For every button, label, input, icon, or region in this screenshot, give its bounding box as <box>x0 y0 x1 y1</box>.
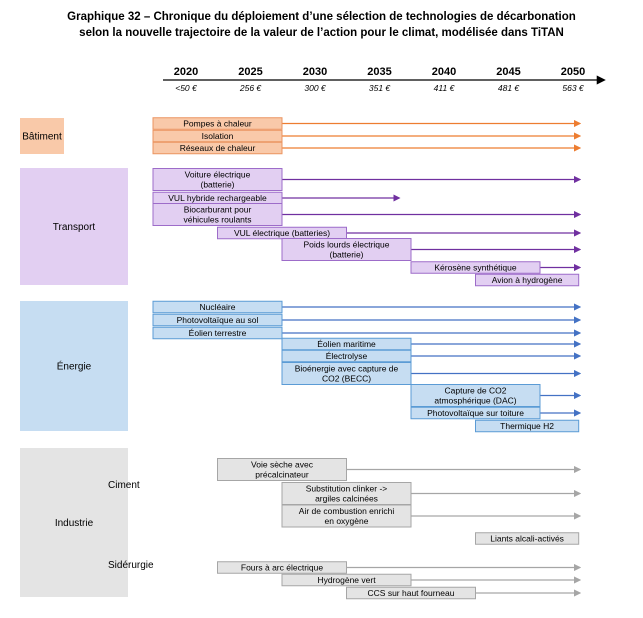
technology-label-line: VUL électrique (batteries) <box>233 228 331 238</box>
technology-label-reseaux-de-chaleur <box>180 143 256 153</box>
technology-label-pompes-a-chaleur <box>183 119 252 129</box>
technology-label-line: Air de combustion enrichi <box>298 506 395 516</box>
technology-label-line: atmosphérique (DAC) <box>434 395 517 406</box>
sector-label-transport: Transport <box>52 222 96 233</box>
technology-bars <box>153 118 579 599</box>
technology-label-nucleaire <box>200 302 236 312</box>
technology-label-line: véhicules roulants <box>183 214 252 225</box>
carbon-value-2045: 481 € <box>497 83 520 93</box>
year-label-2025: 2025 <box>238 66 263 78</box>
technology-label-line: Capture de CO2 <box>444 385 507 396</box>
technology-label-hydrogene-vert <box>317 575 376 585</box>
technology-label-line: précalcinateur <box>255 469 309 480</box>
chart-title-line-2: selon la nouvelle trajectoire de la valeur de l’action pour le climat, modélisée dans TiTAN <box>79 27 564 39</box>
technology-label-photovoltaique-au-sol <box>177 315 259 325</box>
technology-label-line: Substitution clinker -> <box>305 483 388 494</box>
technology-label-line: Pompes à chaleur <box>183 118 252 129</box>
carbon-value-2020: <50 € <box>175 83 197 93</box>
technology-label-liants-alcali-actives <box>490 534 564 544</box>
carbon-value-2030: 300 € <box>304 83 326 93</box>
technology-label-photovoltaique-sur-toiture <box>427 408 524 418</box>
subsector-label-ciment: Ciment <box>108 480 140 491</box>
year-label-2030: 2030 <box>302 66 328 78</box>
technology-label-avion-a-hydrogene <box>492 275 563 285</box>
technology-label-line: en oxygène <box>324 516 369 526</box>
year-label-2020: 2020 <box>173 66 199 78</box>
technology-label-line: Électrolyse <box>325 351 368 361</box>
year-label-2045: 2045 <box>496 66 521 78</box>
subsector-label-siderurgie: Sidérurgie <box>108 560 154 571</box>
technology-label-line: Nucléaire <box>199 302 236 312</box>
technology-label-line: (batterie) <box>200 179 235 190</box>
carbon-value-2040: 411 € <box>433 83 455 93</box>
technology-label-voie-seche-avec-precalcinateur <box>251 460 314 480</box>
technology-label-line: Photovoltaïque sur toiture <box>427 408 524 418</box>
technology-label-eolien-terrestre <box>189 328 247 338</box>
technology-label-line: Thermique H2 <box>500 421 555 431</box>
technology-label-line: Poids lourds électrique <box>303 239 390 250</box>
chart-title-line-1: Graphique 32 – Chronique du déploiement d’une sélection de technologies de décarbonation <box>67 11 576 23</box>
technology-label-line: Éolien terrestre <box>188 328 247 338</box>
technology-label-biocarburant-pour-vehicules-roulants <box>183 205 251 225</box>
technology-label-fours-a-arc-electrique <box>241 563 323 573</box>
technology-label-ccs-sur-haut-fourneau <box>368 588 455 598</box>
sector-label-energie: Énergie <box>56 361 92 373</box>
technology-label-line: CO2 (BECC) <box>321 373 372 384</box>
technology-label-line: Liants alcali-activés <box>490 533 564 544</box>
technology-label-line: CCS sur haut fourneau <box>367 588 455 598</box>
technology-label-vul-electrique-batteries <box>234 228 330 238</box>
technology-label-line: argiles calcinées <box>315 493 378 504</box>
technology-label-substitution-clinker-argiles-calcinees <box>306 484 388 504</box>
technology-label-capture-de-co2-atmospherique-dac <box>434 386 516 406</box>
year-label-2050: 2050 <box>560 66 586 78</box>
technology-label-eolien-maritime <box>317 339 376 349</box>
technology-label-electrolyse <box>326 351 368 361</box>
time-axis <box>163 66 604 93</box>
technology-label-line: Éolien maritime <box>317 339 376 349</box>
technology-label-line: Isolation <box>201 131 234 141</box>
sector-panels <box>20 118 154 597</box>
technology-label-line: Photovoltaïque au sol <box>176 315 259 325</box>
technology-label-line: Voiture électrique <box>184 169 251 180</box>
technology-label-line: Voie sèche avec <box>251 459 313 470</box>
technology-label-isolation <box>202 131 234 141</box>
technology-label-line: Biocarburant pour <box>183 204 252 215</box>
technology-label-vul-hybride-rechargeable <box>168 193 267 203</box>
technology-label-line: (batterie) <box>329 249 364 260</box>
technology-label-line: Hydrogène vert <box>317 575 376 585</box>
technology-label-thermique-h2 <box>500 421 554 431</box>
technology-label-line: VUL hybride rechargeable <box>168 193 267 203</box>
carbon-value-2050: 563 € <box>562 83 584 93</box>
year-label-2035: 2035 <box>367 66 392 78</box>
carbon-value-2025: 256 € <box>239 83 262 93</box>
technology-label-line: Fours à arc électrique <box>240 562 324 573</box>
sector-label-industrie: Industrie <box>54 518 94 529</box>
technology-label-line: Kérosène synthétique <box>434 262 517 273</box>
technology-label-kerosene-synthetique <box>434 263 516 273</box>
technology-label-line: Réseaux de chaleur <box>179 143 256 153</box>
sector-label-batiment: Bâtiment <box>22 131 62 143</box>
technology-label-line: Avion à hydrogène <box>491 275 563 285</box>
technology-label-line: Bioénergie avec capture de <box>294 363 399 374</box>
carbon-value-2035: 351 € <box>368 83 391 93</box>
year-label-2040: 2040 <box>431 66 457 78</box>
